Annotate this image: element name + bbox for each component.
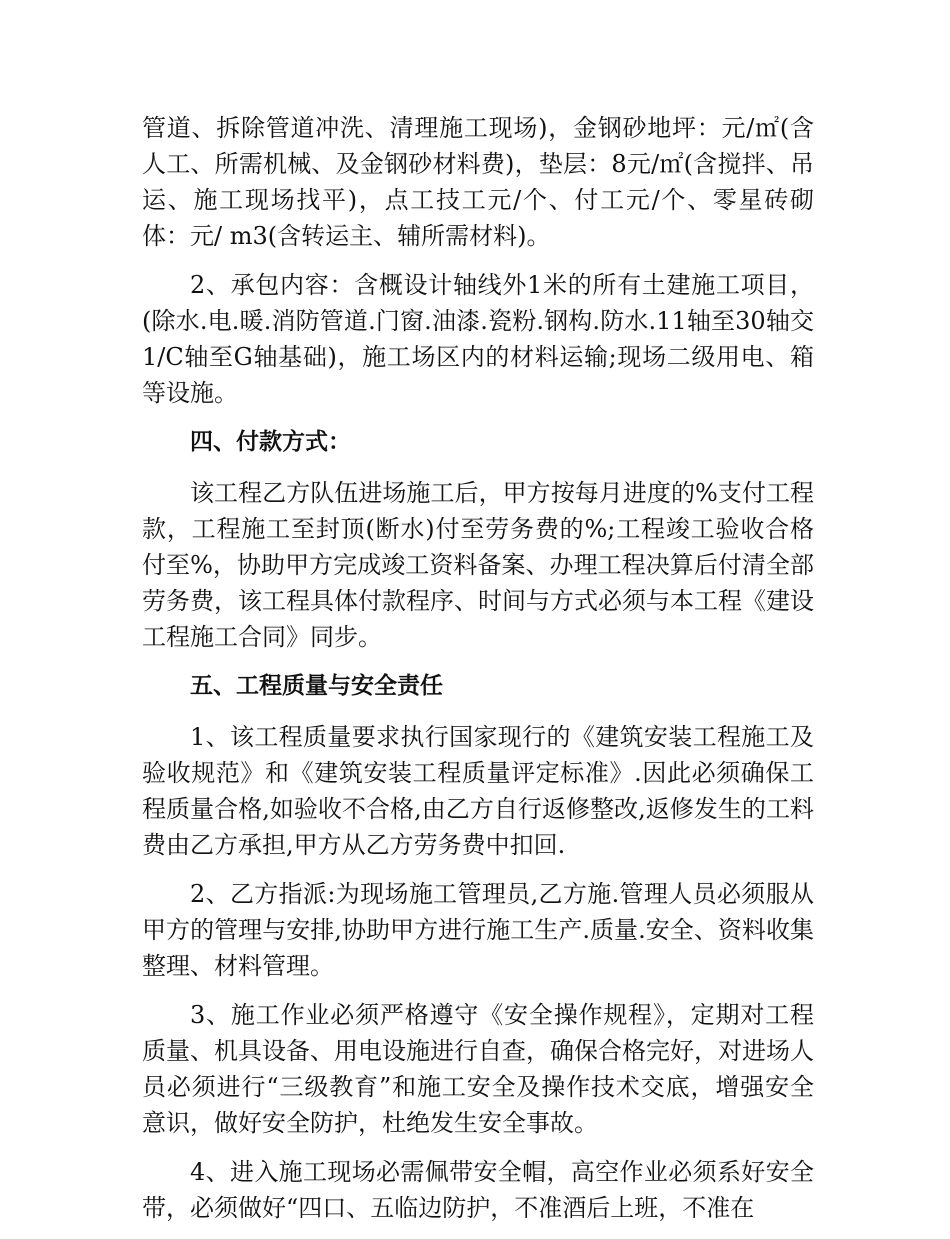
document-page [142,110,814,1239]
paragraph-contract-scope: 2、承包内容：含概设计轴线外1米的所有土建施工项目，(除水.电.暖.消防管道.门窗.油漆.瓷粉.钢构.防水.11轴至30轴交1/C轴至G轴基础)，施工场区内的材料运输;现场二级用电、箱等设施。 [142,271,814,407]
paragraph-safety-rules: 3、施工作业必须严格遵守《安全操作规程》，定期对工程质量、机具设备、用电设施进行自查，确保合格完好，对进场人员必须进行“三级教育”和施工安全及操作技术交底，增强安全意识，做好安全防护，杜绝发生安全事故。 [142,1001,814,1137]
section-heading-quality-safety: 五、工程质量与安全责任 [190,673,443,699]
paragraph-quality-standards: 1、该工程质量要求执行国家现行的《建筑安装工程施工及验收规范》和《建筑安装工程质量评定标准》.因此必须确保工程质量合格,如验收不合格,由乙方自行返修整改,返修发生的工料费由乙方承担,甲方从乙方劳务费中扣回. [142,723,814,859]
paragraph-site-protection: 4、进入施工现场必需佩带安全帽，高空作业必须系好安全带，必须做好“四口、五临边防护，不准酒后上班，不准在 [142,1158,814,1222]
paragraph-site-manager: 2、乙方指派:为现场施工管理员,乙方施.管理人员必须服从甲方的管理与安排,协助甲方进行施工生产.质量.安全、资料收集整理、材料管理。 [142,880,814,980]
paragraph-materials-pricing: 管道、拆除管道冲洗、清理施工现场)，金钢砂地坪：元/㎡(含人工、所需机械、及金钢砂材料费)，垫层：8元/㎡(含搅拌、吊运、施工现场找平)，点工技工元/个、付工元/个、零星砖砌体：元/ m3(含转运主、辅所需材料)。 [142,114,814,250]
section-heading-payment: 四、付款方式： [190,429,351,455]
paragraph-payment-terms: 该工程乙方队伍进场施工后，甲方按每月进度的%支付工程款，工程施工至封顶(断水)付至劳务费的%;工程竣工验收合格付至%，协助甲方完成竣工资料备案、办理工程决算后付清全部劳务费，该工程具体付款程序、时间与方式必须与本工程《建设工程施工合同》同步。 [142,479,814,651]
